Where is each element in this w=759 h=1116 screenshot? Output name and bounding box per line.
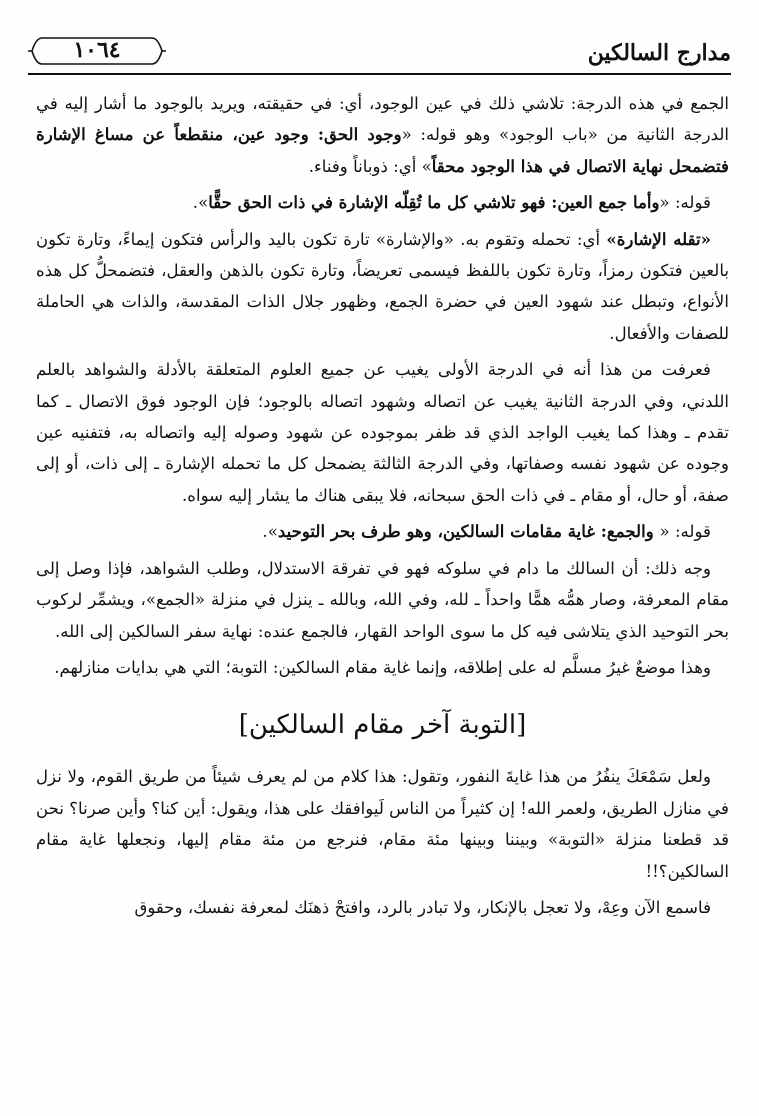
paragraph: فاسمع الآن وعِهْ، ولا تعجل بالإنكار، ولا تبادر بالرد، وافتحْ ذهنَك لمعرفة نفسك، وحقوق — [134, 897, 711, 917]
body-text — [36, 88, 729, 928]
section-heading: [التوبة آخر مقام السالكين] — [238, 710, 527, 741]
paragraph: وجه ذلك: أن السالك ما دام في سلوكه فهو في تفرقة الاستدلال، وطلب الشواهد، فإذا وصل إلى مقام المعرفة، وصار همُّه همًّا واحداً ـ لله، وفي الله، وبالله ـ ينزل في منزلة «الجمع»، ويشمِّر لركوب بحر التوحيد الذي يتلاشى فيه كل ما سوى الواحد القهار، فالجمع عنده: نهاية سفر السالكين إلى الله. — [36, 558, 729, 641]
paragraph: وهذا موضعٌ غيرُ مسلَّم له على إطلاقه، وإنما غاية مقام السالكين: التوبة؛ التي هي بدايات منازلهم. — [54, 657, 711, 677]
paragraph: قوله: «وأما جمع العين: فهو تلاشي كل ما تُقِلّه الإشارة في ذات الحق حقًّا». — [192, 192, 711, 213]
page-number: ١٠٦٤ — [73, 37, 121, 63]
page-header — [28, 22, 731, 82]
paragraph: «تقله الإشارة» أي: تحمله وتقوم به. «والإشارة» تارة تكون باليد والرأس فتكون إيماءً، وتارة تكون بالعين فتكون رمزاً، وتارة تكون باللفظ فيسمى تعريضاً، وتارة تكون بالذهن والعقل، فتضمحلُّ كل هذه الأنواع، وتبطل عند شهود العين في حضرة الجمع، وظهور جلال الذات المقدسة، والذات هي الحاملة للصفات والأفعال. — [36, 228, 729, 343]
page-number-frame — [28, 36, 166, 66]
paragraph: فعرفت من هذا أنه في الدرجة الأولى يغيب عن جميع العلوم المتعلقة بالأدلة والشواهد بالعلم اللدني، وفي الدرجة الثانية يغيب عن اتصاله وشهود اتصاله بالوجود؛ فإن الوجود فوق الاتصال ـ كما تقدم ـ وهذا كما يغيب الواجد الذي قد ظفر بموجوده عن شهود وصوله إليه واتصاله به، فتفنيه عين وجوده عن شهود نفسه وصفاتها، وفي الدرجة الثالثة يضمحل كل ما تحمله الإشارة ـ إلى ذات، أو إلى صفة، أو حال، أو مقام ـ في ذات الحق سبحانه، فلا يبقى هناك ما يشار إليه سواه. — [36, 360, 729, 505]
paragraph: الجمع في هذه الدرجة: تلاشي ذلك في عين الوجود، أي: في حقيقته، ويريد بالوجود ما أشار إليه في الدرجة الثانية من «باب الوجود» وهو قوله: «وجود الحق: وجود عين، منقطعاً عن مساغ الإشارة فتضمحل نهاية الاتصال في هذا الوجود محقاً» أي: ذوباناً وفناء. — [36, 94, 729, 176]
paragraph: ولعل سَمْعَكَ ينفُرُ من هذا غايةَ النفور، وتقول: هذا كلام من لم يعرف شيئاً من طريق القوم، ولا نزل في منازل الطريق، ولعمر الله! إن كثيراً من الناس لَيوافقك على هذا، ويقول: أين كنا؟ وأين صرنا؟ نحن قد قطعنا منزلة «التوبة» وبيننا وبينها مئة مقام، فنرجع من مئة مقام إليها، ونجعلها غاية مقام السالكين؟!! — [36, 767, 729, 881]
header-rule — [28, 73, 731, 75]
book-title: مدارج السالكين — [587, 40, 731, 66]
paragraph: قوله: « والجمع: غاية مقامات السالكين، وهو طرف بحر التوحيد». — [262, 521, 711, 542]
